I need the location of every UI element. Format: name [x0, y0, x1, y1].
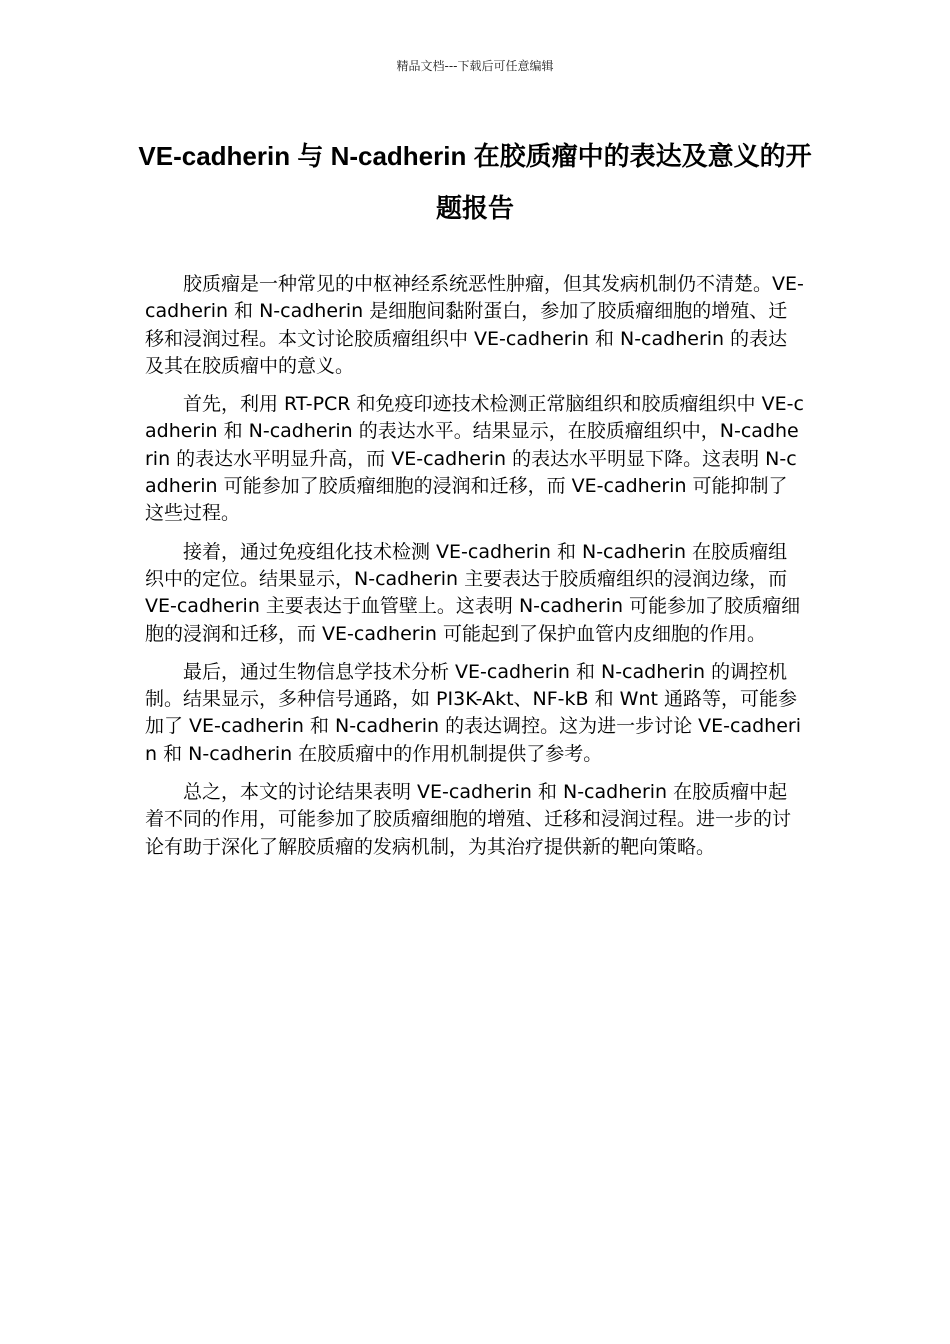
header-note: 精品文档---下载后可任意编辑 [396, 59, 554, 73]
paragraph-regulation: 最后，通过生物信息学技术分析 VE-cadherin 和 N-cadherin 的调控机制。结果显示，多种信号通路，如 PI3K-Akt、NF-kB 和 Wnt 通路等，可能参加了 VE-cadherin 和 N-cadherin 的表达调控。这为进一步讨论 VE-cadherin 和 N-cadherin 在胶质瘤中的作用机制提供了参考。 [145, 660, 801, 765]
paragraph-localization: 接着，通过免疫组化技术检测 VE-cadherin 和 N-cadherin 在胶质瘤组织中的定位。结果显示，N-cadherin 主要表达于胶质瘤组织的浸润边缘，而 VE-cadherin 主要表达于血管壁上。这表明 N-cadherin 可能参加了胶质瘤细胞的浸润和迁移，而 VE-cadherin 可能起到了保护血管内皮细胞的作用。 [145, 540, 801, 645]
paragraph-conclusion: 总之，本文的讨论结果表明 VE-cadherin 和 N-cadherin 在胶质瘤中起着不同的作用，可能参加了胶质瘤细胞的增殖、迁移和浸润过程。进一步的讨论有助于深化了解胶质瘤的发病机制，为其治疗提供新的靶向策略。 [145, 781, 792, 858]
document-title: VE-cadherin 与 N-cadherin 在胶质瘤中的表达及意义的开题报告 [138, 141, 812, 223]
document-body [145, 271, 805, 872]
paragraph-intro: 胶质瘤是一种常见的中枢神经系统恶性肿瘤，但其发病机制仍不清楚。VE-cadherin 和 N-cadherin 是细胞间黏附蛋白，参加了胶质瘤细胞的增殖、迁移和浸润过程。本文讨论胶质瘤组织中 VE-cadherin 和 N-cadherin 的表达及其在胶质瘤中的意义。 [145, 273, 804, 377]
paragraph-expression-levels: 首先，利用 RT-PCR 和免疫印迹技术检测正常脑组织和胶质瘤组织中 VE-cadherin 和 N-cadherin 的表达水平。结果显示，在胶质瘤组织中，N-cadherin 的表达水平明显升高，而 VE-cadherin 的表达水平明显下降。这表明 N-cadherin 可能参加了胶质瘤细胞的浸润和迁移，而 VE-cadherin 可能抑制了这些过程。 [145, 393, 804, 525]
